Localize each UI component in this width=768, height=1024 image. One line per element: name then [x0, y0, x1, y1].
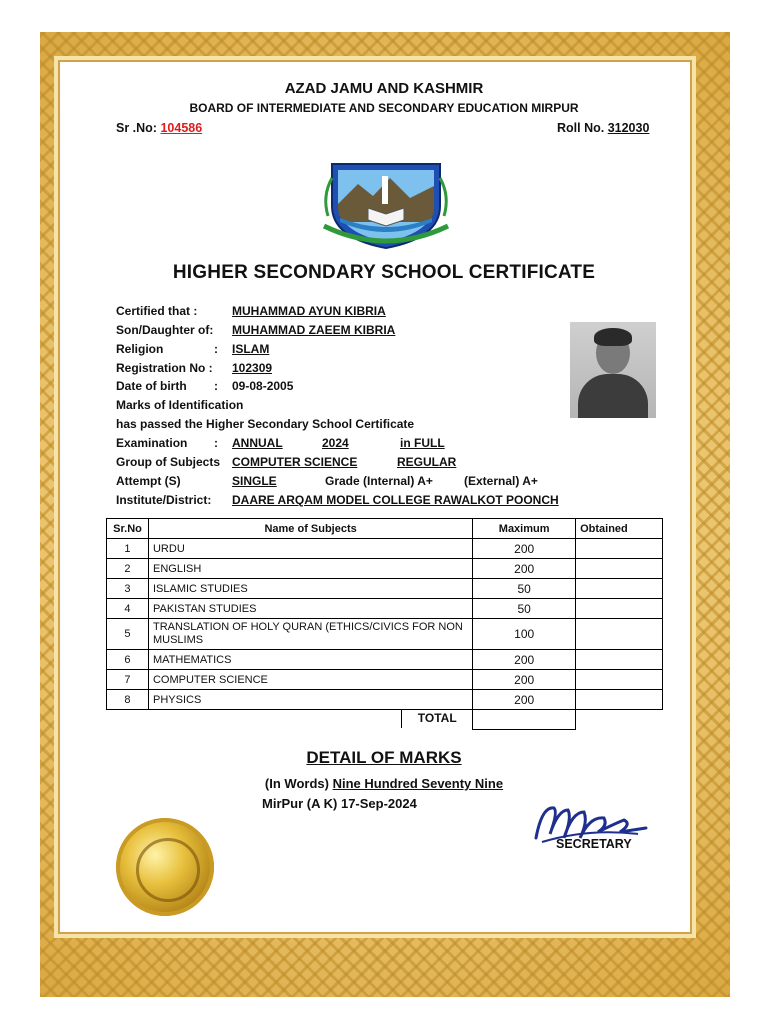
row-sr: 5 [107, 619, 149, 650]
row-subject: COMPUTER SCIENCE [148, 670, 472, 690]
religion-value: ISLAM [232, 342, 270, 356]
in-words-value: Nine Hundred Seventy Nine [332, 776, 504, 791]
place-date: MirPur (A K) 17-Sep-2024 [262, 796, 417, 811]
row-subject: PAKISTAN STUDIES [148, 599, 472, 619]
parent-name: MUHAMMAD ZAEEM KIBRIA [232, 323, 396, 337]
marks-in-words [0, 776, 768, 791]
row-sr: 4 [107, 599, 149, 619]
row-obtained [576, 559, 663, 579]
row-obtained [576, 619, 663, 650]
roll-label: Roll No. [557, 121, 605, 135]
table-row [107, 579, 663, 599]
passed-text: has passed the Higher Secondary School Certificate [116, 417, 415, 431]
exam-year: 2024 [322, 436, 349, 450]
grade-external [464, 474, 538, 488]
row-sr: 2 [107, 559, 149, 579]
board-crest-logo [318, 156, 454, 252]
row-subject: TRANSLATION OF HOLY QURAN (ETHICS/CIVICS FOR NON MUSLIMS [148, 619, 472, 650]
grade-external-label: (External) [464, 474, 520, 488]
row-max: 100 [473, 619, 576, 650]
row-obtained [576, 690, 663, 710]
total-label: TOTAL [401, 709, 472, 728]
table-row [107, 670, 663, 690]
roll-value: 312030 [607, 121, 650, 135]
in-words-label: (In Words) [264, 776, 329, 791]
serial-value: 104586 [160, 121, 203, 135]
serial-number [116, 121, 202, 135]
attempt-value: SINGLE [232, 474, 277, 488]
dob-value: 09-08-2005 [232, 379, 294, 393]
row-subject: PHYSICS [148, 690, 472, 710]
exam-colon: : [214, 436, 218, 450]
identification-label: Marks of Identification [116, 398, 244, 412]
secretary-label: SECRETARY [556, 837, 632, 851]
grade-external-value: A+ [522, 474, 538, 488]
row-sr: 6 [107, 650, 149, 670]
row-max: 200 [473, 670, 576, 690]
dob-colon: : [214, 379, 218, 393]
total-max [473, 710, 576, 730]
header-obtained: Obtained [576, 519, 663, 539]
row-max: 200 [473, 539, 576, 559]
exam-mode: in FULL [400, 436, 445, 450]
row-max: 200 [473, 650, 576, 670]
registration-value: 102309 [232, 361, 273, 375]
religion-label: Religion [116, 342, 164, 356]
row-obtained [576, 670, 663, 690]
roll-number [557, 121, 649, 135]
table-row [107, 539, 663, 559]
row-subject: URDU [148, 539, 472, 559]
row-subject: ISLAMIC STUDIES [148, 579, 472, 599]
registration-label: Registration No : [116, 361, 213, 375]
row-obtained [576, 650, 663, 670]
detail-title: DETAIL OF MARKS [306, 748, 462, 767]
institute-label: Institute/District: [116, 493, 212, 507]
row-max: 50 [473, 579, 576, 599]
table-row [107, 650, 663, 670]
attempt-label: Attempt (S) [116, 474, 181, 488]
student-photo [570, 322, 656, 418]
group-status: REGULAR [397, 455, 457, 469]
exam-label: Examination [116, 436, 188, 450]
row-subject: ENGLISH [148, 559, 472, 579]
institute-value: DAARE ARQAM MODEL COLLEGE RAWALKOT POONCH [232, 493, 559, 507]
group-label: Group of Subjects [116, 455, 221, 469]
issuer-title: AZAD JAMU AND KASHMIR [284, 80, 484, 97]
exam-type: ANNUAL [232, 436, 283, 450]
row-obtained [576, 539, 663, 559]
group-value: COMPUTER SCIENCE [232, 455, 358, 469]
header-subject: Name of Subjects [148, 519, 472, 539]
dob-label: Date of birth [116, 379, 187, 393]
serial-label: Sr .No: [116, 121, 157, 135]
header-maximum: Maximum [473, 519, 576, 539]
row-sr: 8 [107, 690, 149, 710]
row-obtained [576, 599, 663, 619]
gold-seal-icon [116, 818, 214, 916]
row-max: 200 [473, 559, 576, 579]
certified-label: Certified that : [116, 304, 198, 318]
table-row [107, 599, 663, 619]
total-row [107, 710, 663, 730]
row-max: 50 [473, 599, 576, 619]
header-srno: Sr.No [107, 519, 149, 539]
certificate-title: HIGHER SECONDARY SCHOOL CERTIFICATE [172, 262, 596, 283]
table-row [107, 690, 663, 710]
board-name: BOARD OF INTERMEDIATE AND SECONDARY EDUCATION MIRPUR [189, 101, 579, 115]
row-sr: 1 [107, 539, 149, 559]
table-row [107, 559, 663, 579]
row-subject: MATHEMATICS [148, 650, 472, 670]
row-obtained [576, 579, 663, 599]
religion-colon: : [214, 342, 218, 356]
parent-label: Son/Daughter of: [116, 323, 214, 337]
grade-internal [325, 474, 433, 488]
grade-internal-label: Grade (Internal) [325, 474, 415, 488]
grade-internal-value: A+ [417, 474, 433, 488]
student-name: MUHAMMAD AYUN KIBRIA [232, 304, 386, 318]
row-sr: 7 [107, 670, 149, 690]
marks-table [106, 518, 663, 730]
row-sr: 3 [107, 579, 149, 599]
table-row [107, 619, 663, 650]
row-max: 200 [473, 690, 576, 710]
